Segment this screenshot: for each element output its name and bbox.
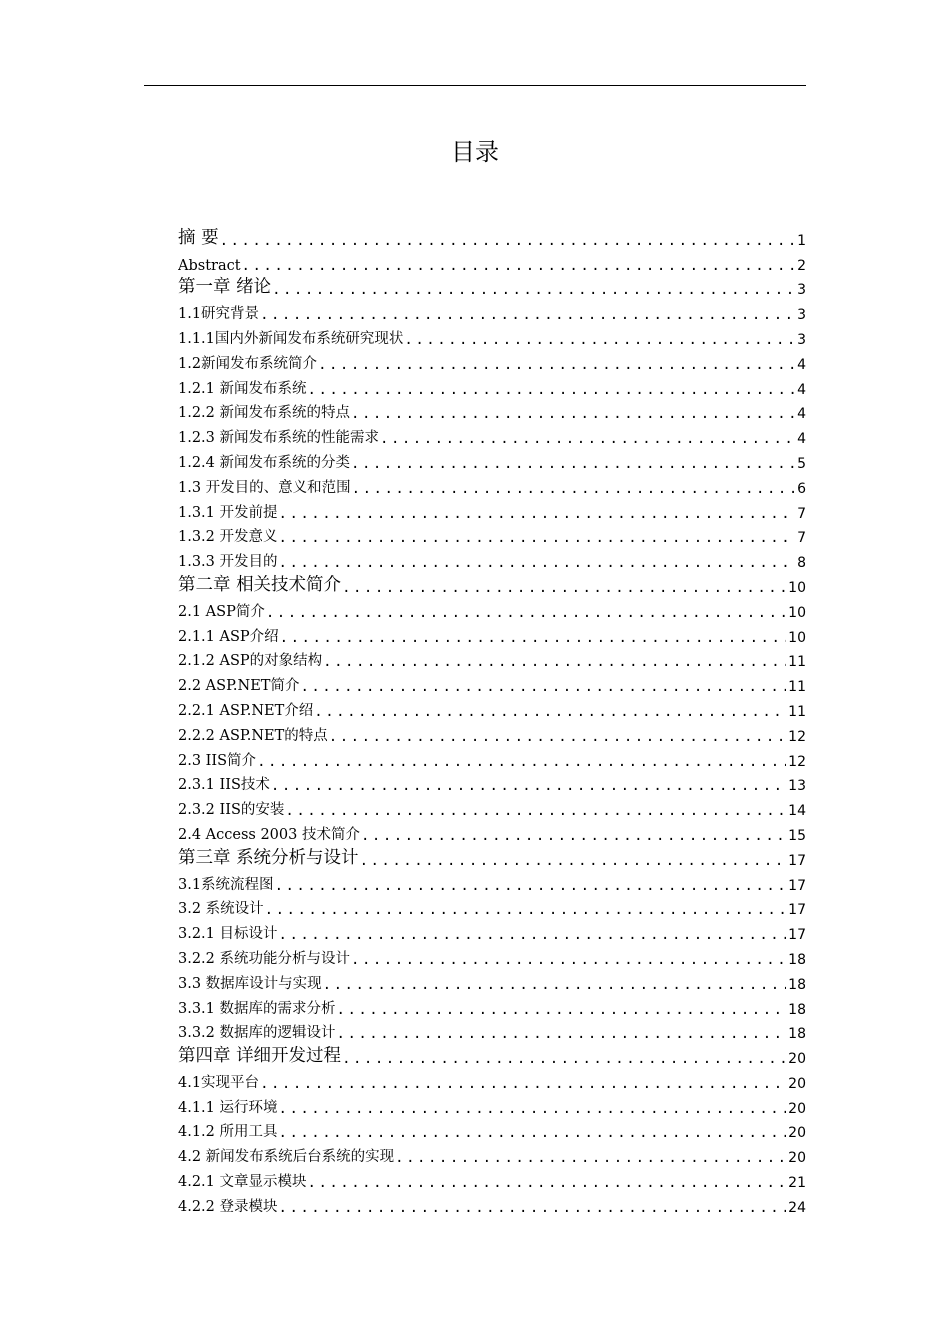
toc-entry[interactable] bbox=[178, 720, 806, 745]
toc-dot-leader bbox=[279, 630, 787, 646]
toc-entry-label: 1.2.1 新闻发布系统 bbox=[178, 380, 307, 397]
toc-entry-label: 2.1.2 ASP的对象结构 bbox=[178, 653, 323, 670]
toc-entry[interactable] bbox=[178, 918, 806, 943]
toc-entry-label: 3.1系统流程图 bbox=[178, 876, 274, 893]
toc-dot-leader bbox=[241, 258, 796, 274]
toc-entry-label: 4.1.2 所用工具 bbox=[178, 1124, 278, 1141]
toc-dot-leader bbox=[264, 902, 787, 918]
toc-entry-label: 1.2新闻发布系统简介 bbox=[178, 355, 318, 372]
toc-dot-leader bbox=[271, 282, 795, 298]
toc-entry-label: 2.1.1 ASP介绍 bbox=[178, 628, 279, 645]
toc-entry-label: 1.2.2 新闻发布系统的特点 bbox=[178, 405, 351, 422]
toc-entry[interactable] bbox=[178, 497, 806, 522]
toc-entry[interactable] bbox=[178, 1018, 806, 1043]
toc-entry[interactable] bbox=[178, 1141, 806, 1166]
toc-entry-page: 18 bbox=[788, 951, 806, 968]
toc-entry-label: 1.2.3 新闻发布系统的性能需求 bbox=[178, 430, 380, 447]
toc-entry[interactable] bbox=[178, 695, 806, 720]
toc-dot-leader bbox=[278, 1200, 787, 1216]
toc-entry[interactable] bbox=[178, 819, 806, 844]
toc-entry-page: 4 bbox=[797, 431, 806, 448]
toc-entry-page: 3 bbox=[797, 282, 806, 299]
toc-entry[interactable] bbox=[178, 621, 806, 646]
toc-entry-page: 7 bbox=[797, 505, 806, 522]
toc-entry[interactable] bbox=[178, 894, 806, 919]
toc-entry-label: 1.3.1 开发前提 bbox=[178, 504, 278, 521]
toc-dot-leader bbox=[278, 1125, 787, 1141]
toc-entry-page: 11 bbox=[788, 703, 806, 720]
toc-entry-page: 18 bbox=[788, 1026, 806, 1043]
toc-entry-page: 20 bbox=[788, 1125, 806, 1142]
toc-dot-leader bbox=[259, 1076, 786, 1092]
toc-entry-label: 1.1.1国内外新闻发布系统研究现状 bbox=[178, 330, 404, 347]
toc-entry[interactable] bbox=[178, 274, 806, 299]
toc-dot-leader bbox=[278, 555, 796, 571]
toc-entry-page: 20 bbox=[788, 1150, 806, 1167]
toc-entry-label: 3.2.1 目标设计 bbox=[178, 926, 278, 943]
toc-entry[interactable] bbox=[178, 472, 806, 497]
toc-entry[interactable] bbox=[178, 348, 806, 373]
toc-entry-label: 3.2.2 系统功能分析与设计 bbox=[178, 950, 351, 967]
toc-dot-leader bbox=[341, 1051, 786, 1067]
toc-entry-page: 17 bbox=[788, 877, 806, 894]
toc-entry-page: 15 bbox=[788, 827, 806, 844]
toc-entry-page: 18 bbox=[788, 976, 806, 993]
toc-entry-page: 21 bbox=[788, 1175, 806, 1192]
toc-entry[interactable] bbox=[178, 770, 806, 795]
toc-entry[interactable] bbox=[178, 224, 806, 249]
toc-dot-leader bbox=[278, 506, 796, 522]
toc-dot-leader bbox=[278, 530, 796, 546]
toc-dot-leader bbox=[360, 828, 786, 844]
toc-entry-label: 第三章 系统分析与设计 bbox=[178, 847, 359, 868]
toc-dot-leader bbox=[350, 952, 786, 968]
toc-dot-leader bbox=[265, 605, 786, 621]
toc-entry-label: 3.2 系统设计 bbox=[178, 901, 264, 918]
toc-entry[interactable] bbox=[178, 596, 806, 621]
toc-entry-page: 18 bbox=[788, 1001, 806, 1018]
toc-dot-leader bbox=[274, 878, 787, 894]
toc-entry[interactable] bbox=[178, 968, 806, 993]
toc-entry-label: 2.1 ASP简介 bbox=[178, 603, 265, 620]
toc-entry[interactable] bbox=[178, 298, 806, 323]
toc-entry-page: 7 bbox=[797, 530, 806, 547]
toc-dot-leader bbox=[307, 1175, 787, 1191]
toc-entry-label: 第四章 详细开发过程 bbox=[178, 1046, 342, 1067]
toc-entry-label: 2.4 Access 2003 技术简介 bbox=[178, 826, 360, 843]
toc-entry[interactable] bbox=[178, 571, 806, 596]
toc-entry-page: 4 bbox=[797, 356, 806, 373]
page-title: 目录 bbox=[451, 138, 499, 166]
toc-dot-leader bbox=[379, 431, 795, 447]
toc-dot-leader bbox=[278, 927, 787, 943]
toc-entry-label: 1.3.3 开发目的 bbox=[178, 554, 278, 571]
toc-entry-page: 11 bbox=[788, 679, 806, 696]
toc-entry-label: 第二章 相关技术简介 bbox=[178, 574, 342, 595]
toc-entry[interactable] bbox=[178, 1117, 806, 1142]
toc-entry-label: 2.3.1 IIS技术 bbox=[178, 777, 270, 794]
toc-entry-page: 3 bbox=[797, 307, 806, 324]
toc-entry-page: 17 bbox=[788, 927, 806, 944]
toc-entry-label: 3.3 数据库设计与实现 bbox=[178, 975, 322, 992]
toc-dot-leader bbox=[350, 406, 795, 422]
toc-entry[interactable] bbox=[178, 398, 806, 423]
toc-entry[interactable] bbox=[178, 1067, 806, 1092]
toc-entry-page: 3 bbox=[797, 331, 806, 348]
toc-entry-page: 5 bbox=[797, 455, 806, 472]
toc-dot-leader bbox=[322, 977, 787, 993]
toc-dot-leader bbox=[219, 233, 796, 249]
toc-entry[interactable] bbox=[178, 993, 806, 1018]
toc-entry-page: 6 bbox=[797, 480, 806, 497]
toc-entry-page: 14 bbox=[788, 803, 806, 820]
toc-entry-label: 3.3.1 数据库的需求分析 bbox=[178, 1000, 336, 1017]
toc-entry-page: 20 bbox=[788, 1075, 806, 1092]
toc-dot-leader bbox=[350, 456, 795, 472]
toc-dot-leader bbox=[256, 754, 786, 770]
toc-dot-leader bbox=[322, 654, 786, 670]
toc-entry-label: 4.2 新闻发布系统后台系统的实现 bbox=[178, 1149, 395, 1166]
toc-entry-label: 4.1实现平台 bbox=[178, 1074, 260, 1091]
toc-entry-page: 10 bbox=[788, 629, 806, 646]
toc-dot-leader bbox=[359, 853, 787, 869]
toc-entry-page: 12 bbox=[788, 728, 806, 745]
toc-entry-page: 11 bbox=[788, 654, 806, 671]
toc-entry-label: 2.2 ASP.NET简介 bbox=[178, 678, 300, 695]
toc-entry-label: 4.1.1 运行环境 bbox=[178, 1099, 278, 1116]
toc-entry-page: 1 bbox=[797, 232, 806, 249]
toc-entry-label: 4.2.1 文章显示模块 bbox=[178, 1174, 307, 1191]
toc-entry-page: 10 bbox=[788, 579, 806, 596]
toc-entry[interactable] bbox=[178, 794, 806, 819]
toc-entry[interactable] bbox=[178, 670, 806, 695]
toc-dot-leader bbox=[299, 679, 786, 695]
toc-entry-page: 17 bbox=[788, 902, 806, 919]
toc-dot-leader bbox=[317, 357, 795, 373]
toc-entry-label: 1.3.2 开发意义 bbox=[178, 529, 278, 546]
toc-entry[interactable] bbox=[178, 1042, 806, 1067]
toc-entry[interactable] bbox=[178, 1092, 806, 1117]
toc-entry[interactable] bbox=[178, 745, 806, 770]
toc-dot-leader bbox=[328, 729, 786, 745]
toc-entry-page: 4 bbox=[797, 406, 806, 423]
toc-entry[interactable] bbox=[178, 422, 806, 447]
toc-entry[interactable] bbox=[178, 522, 806, 547]
toc-entry-label: 1.2.4 新闻发布系统的分类 bbox=[178, 454, 351, 471]
toc-dot-leader bbox=[394, 1150, 786, 1166]
toc-dot-leader bbox=[259, 307, 795, 323]
toc-entry-page: 13 bbox=[788, 778, 806, 795]
toc-entry-label: 2.3 IIS简介 bbox=[178, 752, 257, 769]
toc-entry[interactable] bbox=[178, 249, 806, 274]
toc-entry-page: 17 bbox=[788, 852, 806, 869]
toc-entry-page: 24 bbox=[788, 1199, 806, 1216]
toc-entry[interactable] bbox=[178, 869, 806, 894]
toc-dot-leader bbox=[336, 1002, 787, 1018]
toc-entry-label: 1.1研究背景 bbox=[178, 306, 260, 323]
toc-entry-label: 3.3.2 数据库的逻辑设计 bbox=[178, 1025, 336, 1042]
toc-entry[interactable] bbox=[178, 447, 806, 472]
toc-dot-leader bbox=[351, 481, 795, 497]
toc-entry-page: 8 bbox=[797, 555, 806, 572]
header-rule bbox=[144, 85, 806, 86]
toc-entry-page: 20 bbox=[788, 1100, 806, 1117]
toc-dot-leader bbox=[307, 382, 796, 398]
toc-dot-leader bbox=[403, 332, 795, 348]
toc-dot-leader bbox=[341, 580, 786, 596]
toc-entry-page: 4 bbox=[797, 381, 806, 398]
toc-entry-label: 2.2.2 ASP.NET的特点 bbox=[178, 727, 328, 744]
toc-entry[interactable] bbox=[178, 373, 806, 398]
toc-entry[interactable] bbox=[178, 546, 806, 571]
toc-dot-leader bbox=[278, 1101, 787, 1117]
toc-entry[interactable] bbox=[178, 1166, 806, 1191]
toc-dot-leader bbox=[313, 704, 786, 720]
toc-entry-label: 4.2.2 登录模块 bbox=[178, 1198, 278, 1215]
toc-entry-label: 摘 要 bbox=[178, 227, 219, 248]
table-of-contents bbox=[178, 224, 806, 1216]
toc-entry-label: 1.3 开发目的、意义和范围 bbox=[178, 479, 351, 496]
toc-entry[interactable] bbox=[178, 1191, 806, 1216]
toc-entry[interactable] bbox=[178, 323, 806, 348]
toc-entry[interactable] bbox=[178, 646, 806, 671]
toc-entry-page: 2 bbox=[797, 257, 806, 274]
toc-entry-label: 第一章 绪论 bbox=[178, 277, 272, 298]
toc-dot-leader bbox=[336, 1026, 787, 1042]
toc-dot-leader bbox=[284, 803, 786, 819]
toc-entry[interactable] bbox=[178, 844, 806, 869]
toc-entry-page: 10 bbox=[788, 604, 806, 621]
toc-entry-label: 2.3.2 IIS的安装 bbox=[178, 802, 285, 819]
toc-dot-leader bbox=[270, 778, 786, 794]
toc-entry-page: 20 bbox=[788, 1051, 806, 1068]
toc-entry-page: 12 bbox=[788, 753, 806, 770]
toc-entry[interactable] bbox=[178, 943, 806, 968]
toc-entry-label: Abstract bbox=[178, 257, 241, 274]
toc-entry-label: 2.2.1 ASP.NET介绍 bbox=[178, 702, 314, 719]
